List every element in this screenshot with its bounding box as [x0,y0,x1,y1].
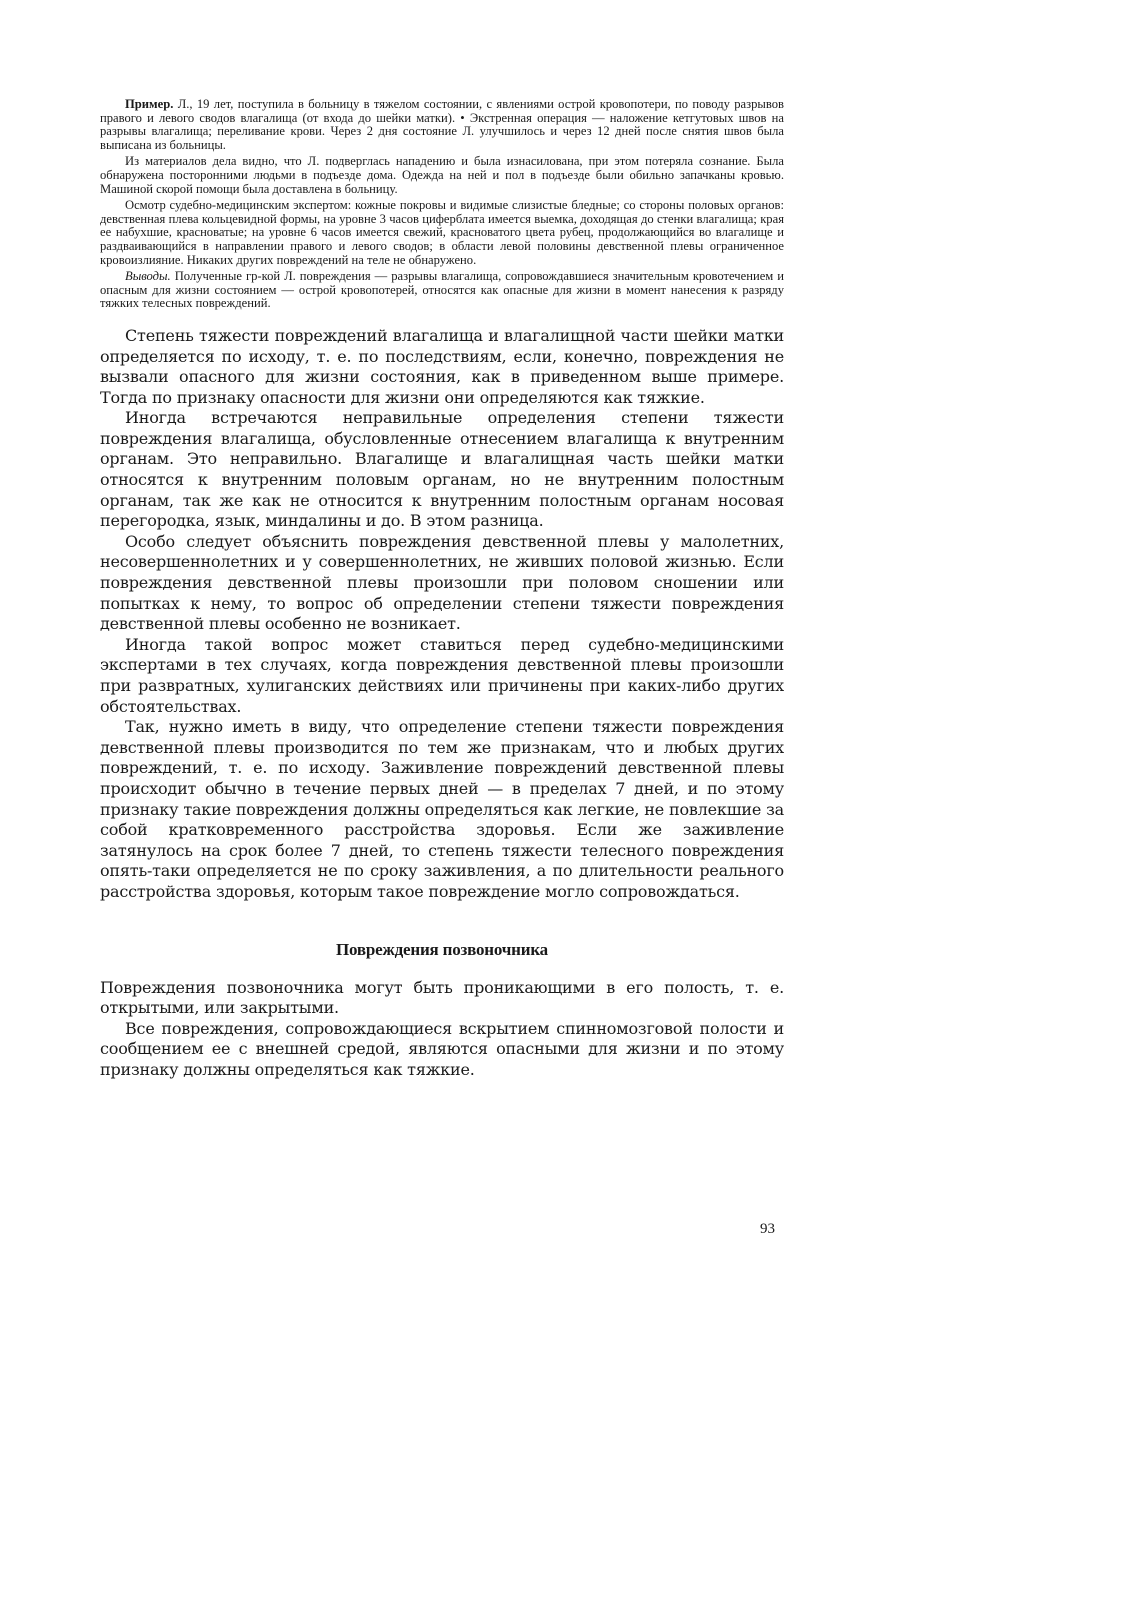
body-paragraph: Особо следует объяснить повреждения девственной плевы у малолетних, несовершеннолетних и у совершеннолетних, не живших половой жизнью. Если повреждения девственной плевы произошли при половом сношении или попытках к нему, то вопрос об определении степени тяжести повреждения девственной плевы особенно не возникает. [100,531,784,634]
conclusions-lead: Выводы. [125,269,171,284]
section-paragraph: Повреждения позвоночника могут быть проникающими в его полость, т. е. открытыми, или закрытыми. [100,977,784,1018]
conclusions-text: Полученные гр-кой Л. повреждения — разрывы влагалища, сопровождавшиеся значительным кровотечением и опасным для жизни состоянием — острой кровопотерей, относятся как опасные для жизни в момент нанесения к разряду тяжких телесных повреждений. [100,269,784,311]
section-text [100,978,784,1081]
body-paragraph: Степень тяжести повреждений влагалища и влагалищной части шейки матки определяется по исходу, т. е. по последствиям, если, конечно, повреждения не вызвали опасного для жизни состояния, как в приведенном выше примере. Тогда по признаку опасности для жизни они определяются как тяжкие. [100,325,784,407]
example-block [100,98,784,311]
example-paragraph [100,98,784,152]
case-materials-paragraph: Из материалов дела видно, что Л. подверглась нападению и была изнасилована, при этом потеряла сознание. Была обнаружена посторонними людьми в подъезде дома. Одежда на ней и пол в подъезде были обильно запачканы кровью. Машиной скорой помощи была доставлена в больницу. [100,154,784,196]
example-lead: Пример. [125,97,174,111]
body-paragraph: Иногда такой вопрос может ставиться перед судебно-медицинскими экспертами в тех случаях, когда повреждения девственной плевы произошли при развратных, хулиганских действиях или причинены при каких-либо других обстоятельствах. [100,634,784,716]
body-paragraph: Иногда встречаются неправильные определения степени тяжести повреждения влагалища, обусловленные отнесением влагалища к внутренним органам. Это неправильно. Влагалище и влагалищная часть шейки матки относятся к внутренним половым органам, но не внутренним полостным органам, так же как не относится к внутренним полостным органам носовая перегородка, язык, миндалины и до. В этом разница. [100,408,784,531]
conclusions-paragraph [100,270,784,311]
section-paragraph: Все повреждения, сопровождающиеся вскрытием спинномозговой полости и сообщением ее с внешней средой, являются опасными для жизни и по этому признаку должны определяться как тяжкие. [100,1018,784,1079]
page-content [100,98,784,1081]
main-text [100,326,784,903]
page-number: 93 [760,1221,775,1237]
section-heading: Повреждения позвоночника [336,939,548,959]
example-text: Л., 19 лет, поступила в больницу в тяжелом состоянии, с явлениями острой кровопотери, по поводу разрывов правого и левого сводов влагалища (от входа до шейки матки). • Экстренная операция — наложение кетгутовых швов на разрывы влагалища; переливание крови. Через 2 дня состояние Л. улучшилось и через 12 дней после снятия швов была выписана из больницы. [100,97,784,152]
examination-paragraph: Осмотр судебно-медицинским экспертом: кожные покровы и видимые слизистые бледные; со стороны половых органов: девственная плева кольцевидной формы, на уровне 3 часов циферблата имеется выемка, доходящая до стенки влагалища; края ее набухшие, красноватые; на уровне 6 часов имеется свежий, красноватого цвета рубец, продолжающийся во влагалище и раздваивающийся в направлении правого и левого сводов; в области левой половины девственной плевы ограниченное кровоизлияние. Никаких других повреждений на теле не обнаружено. [100,198,784,267]
body-paragraph: Так, нужно иметь в виду, что определение степени тяжести повреждения девственной плевы производится по тем же признакам, что и любых других повреждений, т. е. по исходу. Заживление повреждений девственной плевы происходит обычно в течение первых дней — в пределах 7 дней, и по этому признаку такие повреждения должны определяться как легкие, не повлекшие за собой кратковременного расстройства здоровья. Если же заживление затянулось на срок более 7 дней, то степень тяжести телесного повреждения опять-таки определяется не по сроку заживления, а по длительности реального расстройства здоровья, которым такое повреждение могло сопровождаться. [100,717,784,901]
